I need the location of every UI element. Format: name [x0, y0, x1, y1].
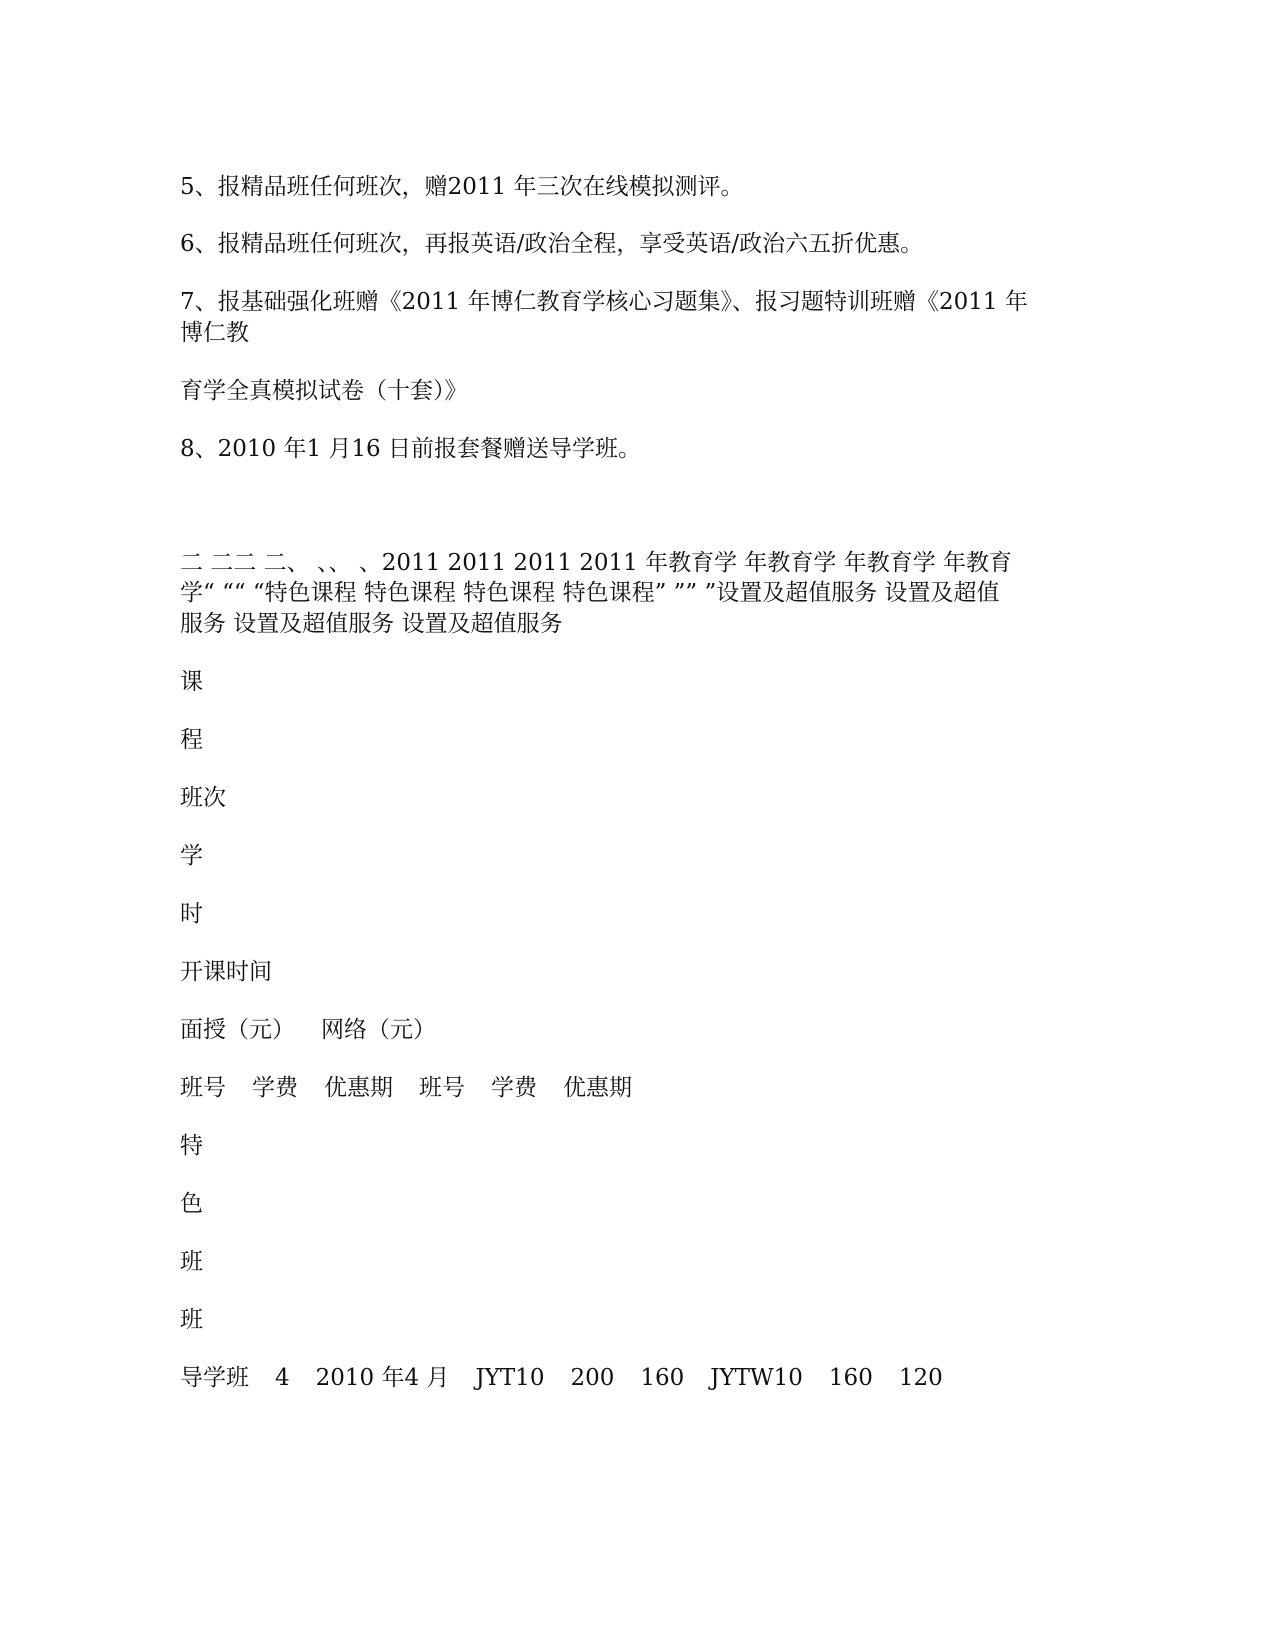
- benefit-item-7-line-3: 育学全真模拟试卷（十套）》: [180, 378, 468, 404]
- subcolumn-discount-period: 优惠期: [324, 1075, 393, 1101]
- header-mode-in-person: 面授（元）: [180, 1017, 295, 1043]
- benefit-item-8: 8、2010 年1 月16 日前报套餐赠送导学班。: [180, 436, 641, 462]
- table-header-subcolumns: [180, 1073, 1060, 1104]
- table-header-class: 班次: [180, 785, 226, 811]
- group-label-char-1: 特: [180, 1133, 203, 1159]
- table-header-hours-1: 学: [180, 843, 203, 869]
- subcolumn-online-discount-period: 优惠期: [563, 1075, 632, 1101]
- row-online-discount-fee: 120: [898, 1365, 943, 1391]
- benefit-item-6: 6、报精品班任何班次，再报英语/政治全程，享受英语/政治六五折优惠。: [180, 231, 924, 257]
- table-header-start-time: 开课时间: [180, 959, 272, 985]
- section-heading-line-2: 学“ ““ “特色课程 特色课程 特色课程 特色课程” ”” ”设置及超值服务 设置及超值: [180, 580, 1000, 606]
- row-discount-fee: 160: [640, 1365, 685, 1391]
- group-label-char-2: 色: [180, 1191, 203, 1217]
- header-mode-online: 网络（元）: [321, 1017, 436, 1043]
- benefit-item-7-line-2: 博仁教: [180, 320, 249, 346]
- benefit-item-5: 5、报精品班任何班次，赠2011 年三次在线模拟测评。: [180, 174, 744, 200]
- group-label-char-3: 班: [180, 1249, 203, 1275]
- group-label-char-4: 班: [180, 1307, 203, 1333]
- subcolumn-online-class-id: 班号: [419, 1075, 465, 1101]
- section-heading-line-1: 二 二二 二、 、、 、2011 2011 2011 2011 年教育学 年教育学 年教育学 年教育: [180, 550, 1013, 576]
- subcolumn-class-id: 班号: [180, 1075, 226, 1101]
- table-header-hours-2: 时: [180, 901, 203, 927]
- table-header-modes: [180, 1015, 1060, 1046]
- subcolumn-fee: 学费: [252, 1075, 298, 1101]
- row-fee: 200: [570, 1365, 615, 1391]
- row-start-time: 2010 年4 月: [315, 1365, 450, 1391]
- table-header-course-1: 课: [180, 669, 203, 695]
- row-online-fee: 160: [828, 1365, 873, 1391]
- benefit-item-7-line-1: 7、报基础强化班赠《2011 年博仁教育学核心习题集》、报习题特训班赠《2011 年: [180, 289, 1028, 315]
- section-heading-line-3: 服务 设置及超值服务 设置及超值服务: [180, 611, 563, 637]
- row-class-name: 导学班: [180, 1365, 249, 1391]
- row-class-id: JYT10: [475, 1365, 545, 1391]
- table-header-course-2: 程: [180, 727, 203, 753]
- subcolumn-online-fee: 学费: [491, 1075, 537, 1101]
- table-row: [180, 1363, 1060, 1394]
- row-online-class-id: JYTW10: [710, 1365, 803, 1391]
- row-hours: 4: [275, 1365, 290, 1391]
